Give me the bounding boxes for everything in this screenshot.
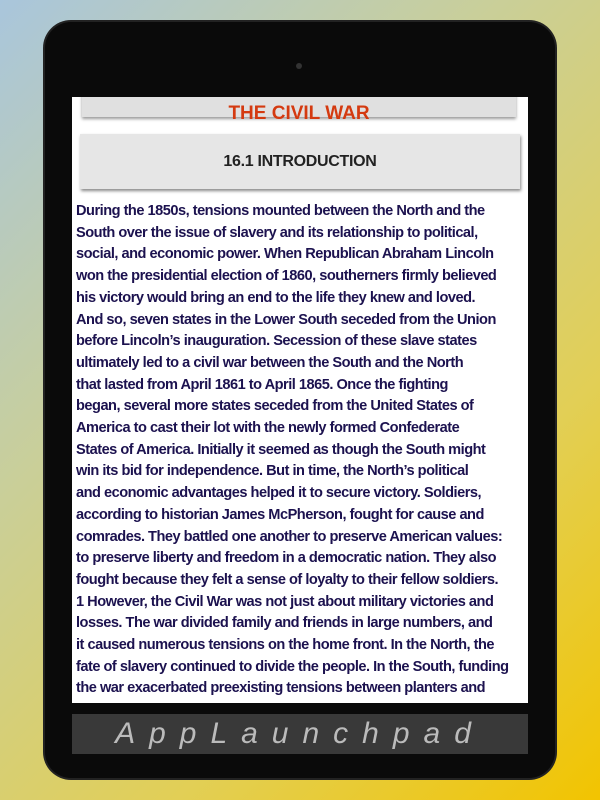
- text-line: the war exacerbated preexisting tensions between planters and: [76, 680, 486, 697]
- text-line: comrades. They battled one another to preserve American values:: [76, 528, 503, 545]
- text-line: fate of slavery continued to divide the people. In the South, funding: [76, 658, 509, 675]
- text-line: States of America. Initially it seemed as though the South might: [76, 441, 486, 458]
- article-text: [76, 201, 528, 700]
- text-line: America to cast their lot with the newly formed Confederate: [76, 420, 460, 437]
- text-line: it caused numerous tensions on the home front. In the North, the: [76, 637, 494, 654]
- watermark: AppLaunchpad: [72, 714, 528, 754]
- text-line: won the presidential election of 1860, southerners firmly believed: [76, 268, 497, 285]
- text-line: social, and economic power. When Republican Abraham Lincoln: [76, 246, 494, 263]
- text-line: began, several more states seceded from the United States of: [76, 398, 474, 415]
- text-line: South over the issue of slavery and its relationship to political,: [76, 224, 478, 241]
- chapter-title-card[interactable]: [82, 97, 516, 124]
- text-line: During the 1850s, tensions mounted between the North and the: [76, 203, 485, 219]
- section-header-button[interactable]: 16.1 INTRODUCTION: [80, 134, 520, 189]
- text-line: And so, seven states in the Lower South seceded from the Union: [76, 311, 496, 328]
- text-line: 1 However, the Civil War was not just about military victories and: [76, 593, 494, 610]
- text-line: his victory would bring an end to the life they knew and loved.: [76, 289, 476, 306]
- text-line: and economic advantages helped it to secure victory. Soldiers,: [76, 485, 482, 502]
- text-line: fought because they felt a sense of loyalty to their fellow soldiers.: [76, 571, 499, 588]
- text-line: that lasted from April 1861 to April 1865. Once the fighting: [76, 376, 448, 393]
- app-screen: [72, 97, 528, 703]
- text-line: before Lincoln’s inauguration. Secession of these slave states: [76, 333, 477, 350]
- text-line: according to historian James McPherson, fought for cause and: [76, 506, 484, 523]
- text-line: ultimately led to a civil war between the South and the North: [76, 354, 464, 371]
- text-line: losses. The war divided family and friends in large numbers, and: [76, 615, 493, 632]
- text-line: to preserve liberty and freedom in a democratic nation. They also: [76, 550, 497, 567]
- chapter-title: THE CIVIL WAR: [228, 103, 370, 124]
- text-line: win its bid for independence. But in time, the North’s political: [76, 463, 469, 480]
- camera-icon: [296, 63, 302, 69]
